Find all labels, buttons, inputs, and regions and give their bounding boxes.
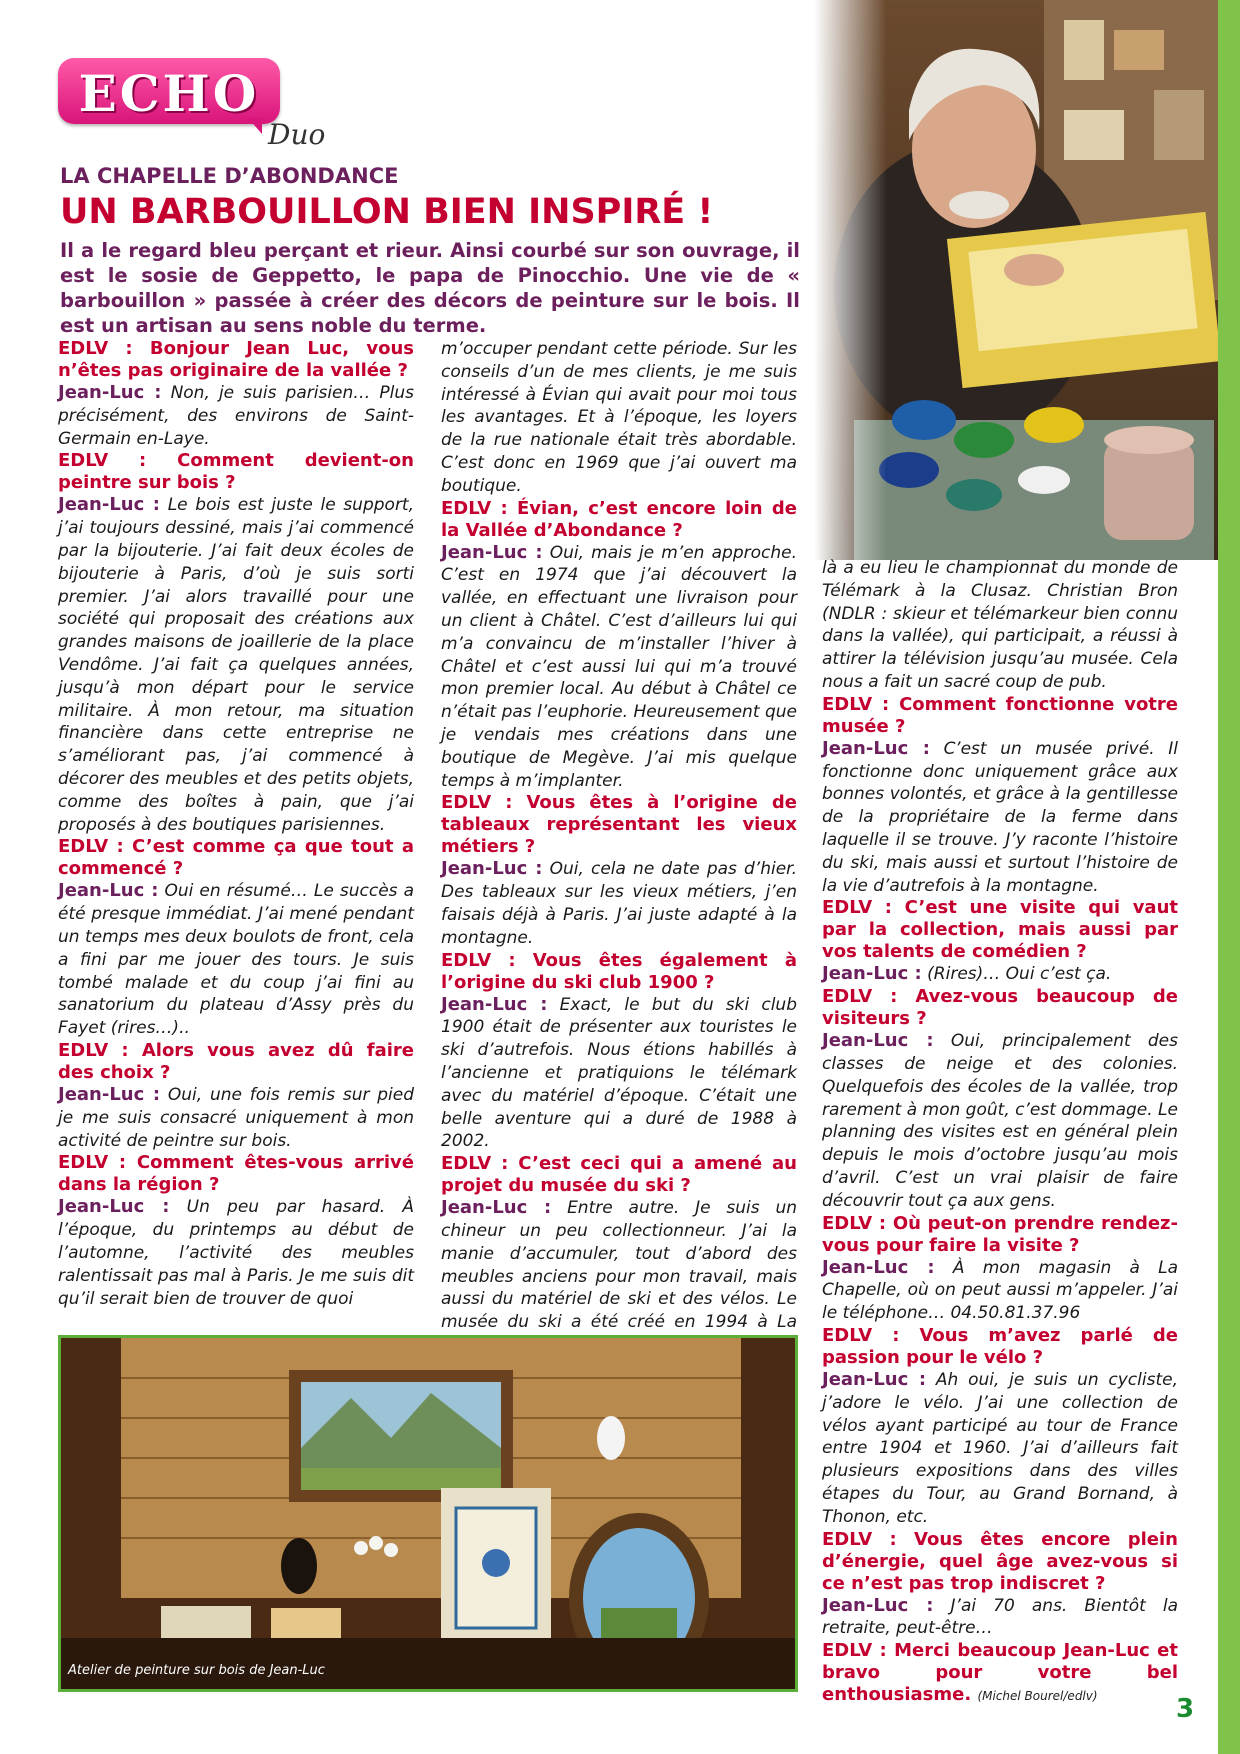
question: EDLV : Évian, c’est encore loin de la Vallée d’Abondance ? <box>441 497 797 541</box>
speaker-label: Jean-Luc : <box>58 1083 161 1105</box>
speaker-label: Jean-Luc : <box>441 1197 552 1219</box>
speaker-label: Jean-Luc : <box>58 382 162 403</box>
speaker-label: Jean-Luc : <box>822 963 922 985</box>
workshop-photo <box>58 1335 798 1692</box>
answer: Jean-Luc : Oui, une fois remis sur pied je me suis consacré uniquement à mon activité de peintre sur bois. <box>58 1083 414 1151</box>
answer: Jean-Luc : Exact, le but du ski club 1900 était de présenter aux touristes le ski d’autrefois. Nous étions habillés à l’ancienne et pratiquions le télémark avec du matériel d’époque. C’était une belle aventure qui a duré de 1988 à 2002. <box>441 993 797 1152</box>
painter-photo <box>814 0 1218 560</box>
question: EDLV : Avez-vous beaucoup de visiteurs ? <box>822 986 1178 1030</box>
article-title: UN BARBOUILLON BIEN INSPIRÉ ! <box>60 192 714 232</box>
speaker-label: Jean-Luc : <box>58 494 161 516</box>
page-edge-green-bar <box>1218 0 1240 1754</box>
speaker-label: Jean-Luc : <box>441 993 548 1015</box>
answer: Jean-Luc : Oui, principalement des classes de neige et des colonies. Quelquefois des écoles de la vallée, trop rarement à mon goût, c’est dommage. Le planning des visites est en général plein depuis le mois d’octobre jusqu’au mois d’avril. C’est un vrai plaisir de faire découvrir tout ça aux gens. <box>822 1030 1178 1211</box>
answer: Jean-Luc : Oui en résumé… Le succès a été presque immédiat. J’ai mené pendant un temps mes deux boulots de front, cela a fini par me jouer des tours. Je suis tombé malade et du coup j’ai fini au sanatorium du plateau d’Assy près du Fayet (rires…).. <box>58 880 414 1039</box>
workshop-photo-illustration <box>61 1338 795 1689</box>
speaker-label: Jean-Luc : <box>441 541 543 563</box>
answer: Jean-Luc : Un peu par hasard. À l’époque, du printemps au début de l’automne, l’activité des meubles ralentissait pas mal à Paris. Je me suis dit qu’il serait bien de trouver de quoi <box>58 1196 414 1309</box>
question: EDLV : Comment devient-on peintre sur bois ? <box>58 450 414 494</box>
answer: Jean-Luc : C’est un musée privé. Il fonctionne donc uniquement grâce aux bonnes volontés, et grâce à la gentillesse de la propriétaire de la ferme dans laquelle il se trouve. J’y raconte l’histoire du ski, mais aussi et surtout l’histoire de la vie d’autrefois à la montagne. <box>822 737 1178 896</box>
answer: Jean-Luc : Oui, mais je m’en approche. C’est en 1974 que j’ai découvert la vallée, en effectuant une livraison pour un client à Châtel. C’est d’ailleurs lui qui m’a convaincu de m’installer l’hiver à Châtel et c’est aussi lui qui m’a trouvé mon premier local. Au début à Châtel ce n’était pas l’euphorie. Heureusement que je vendais mes créations dans une boutique de Megève. J’ai mis quelque temps à m’implanter. <box>441 541 797 791</box>
question: EDLV : C’est ceci qui a amené au projet du musée du ski ? <box>441 1153 797 1197</box>
answer: Jean-Luc : Oui, cela ne date pas d’hier. Des tableaux sur les vieux métiers, j’en faisais déjà à Paris. J’ai juste adapté à la montagne. <box>441 858 797 948</box>
question: EDLV : C’est une visite qui vaut par la collection, mais aussi par vos talents de comédien ? <box>822 897 1178 963</box>
logo-speech-tail <box>248 118 262 134</box>
speaker-label: Jean-Luc : <box>58 880 159 902</box>
logo-text: ECHO <box>78 64 260 123</box>
answer: Jean-Luc : (Rires)… Oui c’est ça. <box>822 963 1112 985</box>
continued-text: m’occuper pendant cette période. Sur les conseils d’un de mes clients, je me suis intéressé à Évian qui avait pour moi tous les avantages. Et à l’époque, les loyers de la rue nationale était très abordable. C’est donc en 1969 que j’ai ouvert ma boutique. <box>441 339 797 496</box>
answer: Jean-Luc : À mon magasin à La Chapelle, où on peut aussi m’appeler. J’ai le téléphone… 04.50.81.37.96 <box>822 1256 1179 1324</box>
question: EDLV : Alors vous avez dû faire des choix ? <box>58 1039 414 1083</box>
article-lead: Il a le regard bleu perçant et rieur. Ainsi courbé sur son ouvrage, il est le sosie de Geppetto, le papa de Pinocchio. Une vie de « barbouillon » passée à créer des décors de peinture sur le bois. Il est un artisan au sens noble du terme. <box>60 239 800 337</box>
speaker-label: Jean-Luc : <box>822 1594 934 1616</box>
answer: Jean-Luc : Non, je suis parisien… Plus précisément, des environs de Saint-Germain en-Laye. <box>58 382 414 449</box>
question: EDLV : Où peut-on prendre rendez-vous pour faire la visite ? <box>822 1212 1178 1256</box>
column-1 <box>58 338 414 1310</box>
column-3 <box>822 557 1178 1707</box>
speaker-label: Jean-Luc : <box>822 1256 935 1278</box>
speaker-label: Jean-Luc : <box>822 1368 927 1390</box>
echo-logo <box>58 58 280 124</box>
speaker-label: Jean-Luc : <box>822 737 931 759</box>
answer: Jean-Luc : Le bois est juste le support, j’ai toujours dessiné, mais j’ai commencé par la bijouterie. J’ai fait deux écoles de bijouterie à Paris, d’où je suis sorti premier. J’ai alors travaillé pour une société qui proposait des créations aux grandes maisons de joaillerie de la place Vendôme. J’ai fait ça quelques années, jusqu’à mon départ pour le service militaire. À mon retour, ma situation financière dans cette entreprise ne s’améliorant pas, j’ai commencé à décorer des meubles et des petits objets, comme des boîtes à pain, que j’ai proposés à des boutiques parisiennes. <box>58 494 414 835</box>
question: EDLV : Vous m’avez parlé de passion pour le vélo ? <box>822 1324 1178 1368</box>
page-number: 3 <box>1176 1694 1195 1724</box>
question: EDLV : C’est comme ça que tout a commencé ? <box>58 836 414 880</box>
closing-line: EDLV : Merci beaucoup Jean-Luc et bravo pour votre bel enthousiasme. (Michel Bourel/edlv) <box>822 1640 1178 1706</box>
article-kicker: LA CHAPELLE D’ABONDANCE <box>60 164 399 188</box>
column-2 <box>441 338 797 1379</box>
speaker-label: Jean-Luc : <box>58 1196 170 1218</box>
question: EDLV : Vous êtes encore plein d’énergie, quel âge avez-vous si ce n’est pas trop indiscret ? <box>822 1528 1178 1594</box>
answer: Jean-Luc : Ah oui, je suis un cycliste, j’adore le vélo. J’ai une collection de vélos ayant participé au tour de France entre 1904 et 1960. J’ai d’ailleurs fait plusieurs expositions dans des villes étapes du Tour, au Grand Bornand, à Thonon, etc. <box>822 1368 1178 1527</box>
painter-photo-illustration <box>814 0 1218 560</box>
photo-caption: Atelier de peinture sur bois de Jean-Luc <box>68 1663 325 1678</box>
answer: Jean-Luc : Entre autre. Je suis un chineur un peu collectionneur. J’ai la manie d’accumuler, tout d’abord des meubles anciens pour mon travail, mais aussi du matériel de ski et des vélos. Le musée du ski a été créé en 1994 à La <box>441 1197 798 1333</box>
speaker-label: Jean-Luc : <box>441 858 543 880</box>
continued-text: là a eu lieu le championnat du monde de Télémark à la Clusaz. Christian Bron (NDLR : skieur et télémarkeur bien connu dans la vallée), qui participait, a réussi à attirer la télévision jusqu’au musée. Cela nous a fait un sacré coup de pub. <box>822 558 1178 692</box>
question: EDLV : Comment fonctionne votre musée ? <box>822 693 1178 737</box>
question: EDLV : Bonjour Jean Luc, vous n’êtes pas originaire de la vallée ? <box>58 338 414 381</box>
logo-subtitle: Duo <box>268 118 326 151</box>
author-credit: (Michel Bourel/edlv) <box>977 1689 1098 1704</box>
question: EDLV : Vous êtes également à l’origine du ski club 1900 ? <box>441 949 797 993</box>
answer: Jean-Luc : J’ai 70 ans. Bientôt la retraite, peut-être… <box>822 1594 1178 1639</box>
question: EDLV : Vous êtes à l’origine de tableaux représentant les vieux métiers ? <box>441 792 797 858</box>
question: EDLV : Comment êtes-vous arrivé dans la région ? <box>58 1152 414 1196</box>
speaker-label: Jean-Luc : <box>822 1030 934 1052</box>
